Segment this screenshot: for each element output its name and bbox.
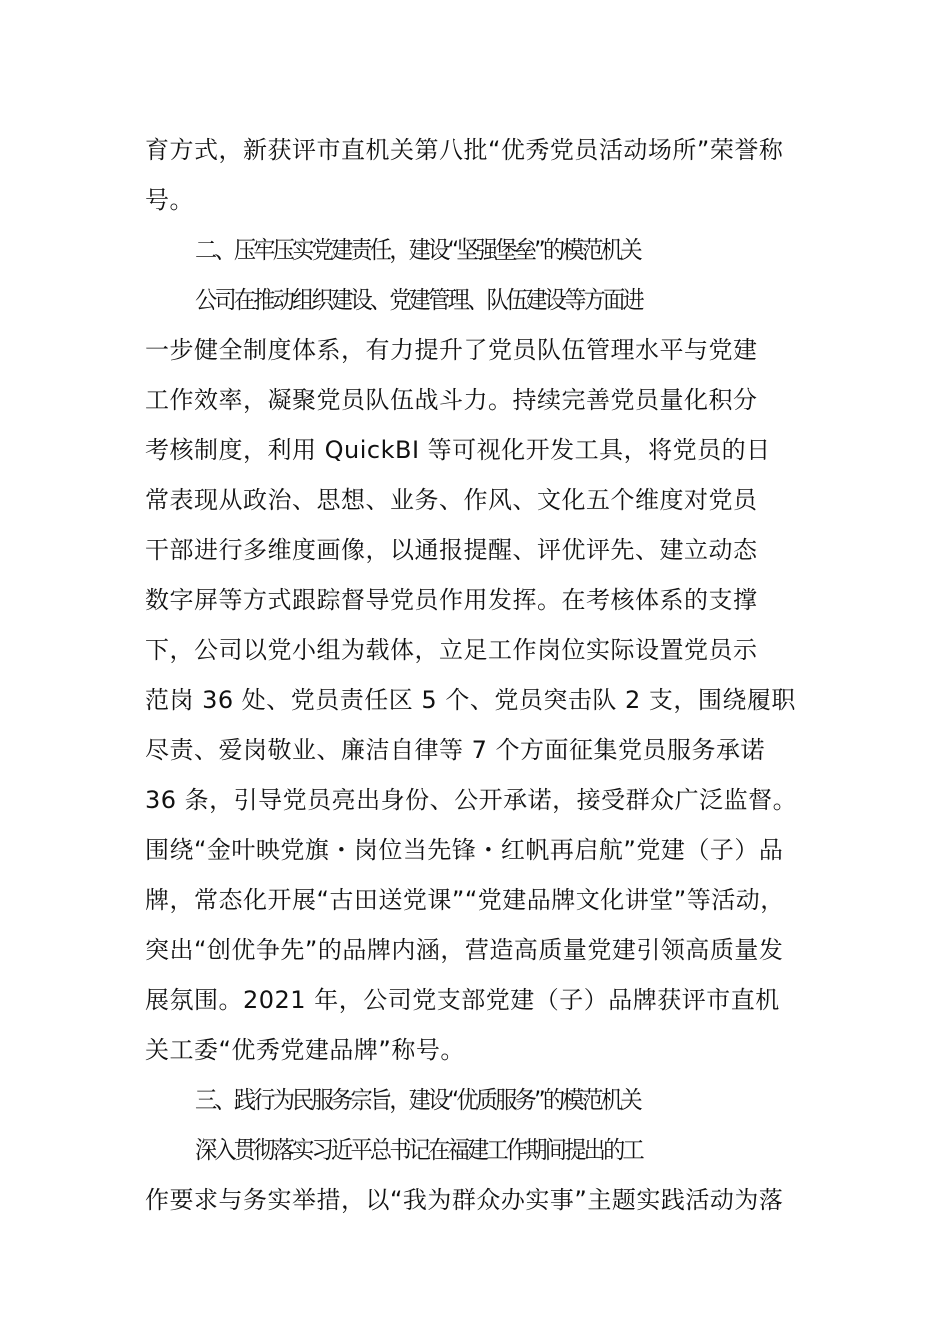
text-line: 深入贯彻落实习近平总书记在福建工作期间提出的工	[195, 1136, 642, 1164]
text-line: 号。	[145, 186, 194, 214]
text-line: 数字屏等方式跟踪督导党员作用发挥。在考核体系的支撑	[145, 586, 758, 614]
text-line: 一步健全制度体系，有力提升了党员队伍管理水平与党建	[145, 336, 758, 364]
text-line: 考核制度，利用 QuickBI 等可视化开发工具，将党员的日	[145, 436, 771, 464]
text-line: 围绕“金叶映党旗・岗位当先锋・红帆再启航”党建（子）品	[145, 836, 784, 864]
text-line: 工作效率，凝聚党员队伍战斗力。持续完善党员量化积分	[145, 386, 758, 414]
text-line: 展氛围。2021 年，公司党支部党建（子）品牌获评市直机	[145, 986, 780, 1014]
text-line: 作要求与务实举措，以“我为群众办实事”主题实践活动为落	[145, 1186, 784, 1214]
section-heading-3: 三、践行为民服务宗旨，建设“优质服务”的模范机关	[195, 1086, 640, 1114]
text-line: 常表现从政治、思想、业务、作风、文化五个维度对党员	[145, 486, 758, 514]
text-line: 关工委“优秀党建品牌”称号。	[145, 1036, 465, 1064]
text-line: 牌，常态化开展“古田送党课”“党建品牌文化讲堂”等活动，	[145, 886, 785, 914]
section-heading-2: 二、压牢压实党建责任，建设“坚强堡垒”的模范机关	[195, 236, 640, 264]
text-line: 36 条，引导党员亮出身份、公开承诺，接受群众广泛监督。	[145, 786, 798, 814]
text-line: 干部进行多维度画像，以通报提醒、评优评先、建立动态	[145, 536, 758, 564]
text-line: 范岗 36 处、党员责任区 5 个、党员突击队 2 支，围绕履职	[145, 686, 796, 714]
text-line: 育方式，新获评市直机关第八批“优秀党员活动场所”荣誉称	[145, 136, 784, 164]
text-line: 公司在推动组织建设、党建管理、队伍建设等方面进	[195, 286, 642, 314]
text-line: 突出“创优争先”的品牌内涵，营造高质量党建引领高质量发	[145, 936, 784, 964]
text-line: 下，公司以党小组为载体，立足工作岗位实际设置党员示	[145, 636, 758, 664]
text-line: 尽责、爱岗敬业、廉洁自律等 7 个方面征集党员服务承诺	[145, 736, 766, 764]
